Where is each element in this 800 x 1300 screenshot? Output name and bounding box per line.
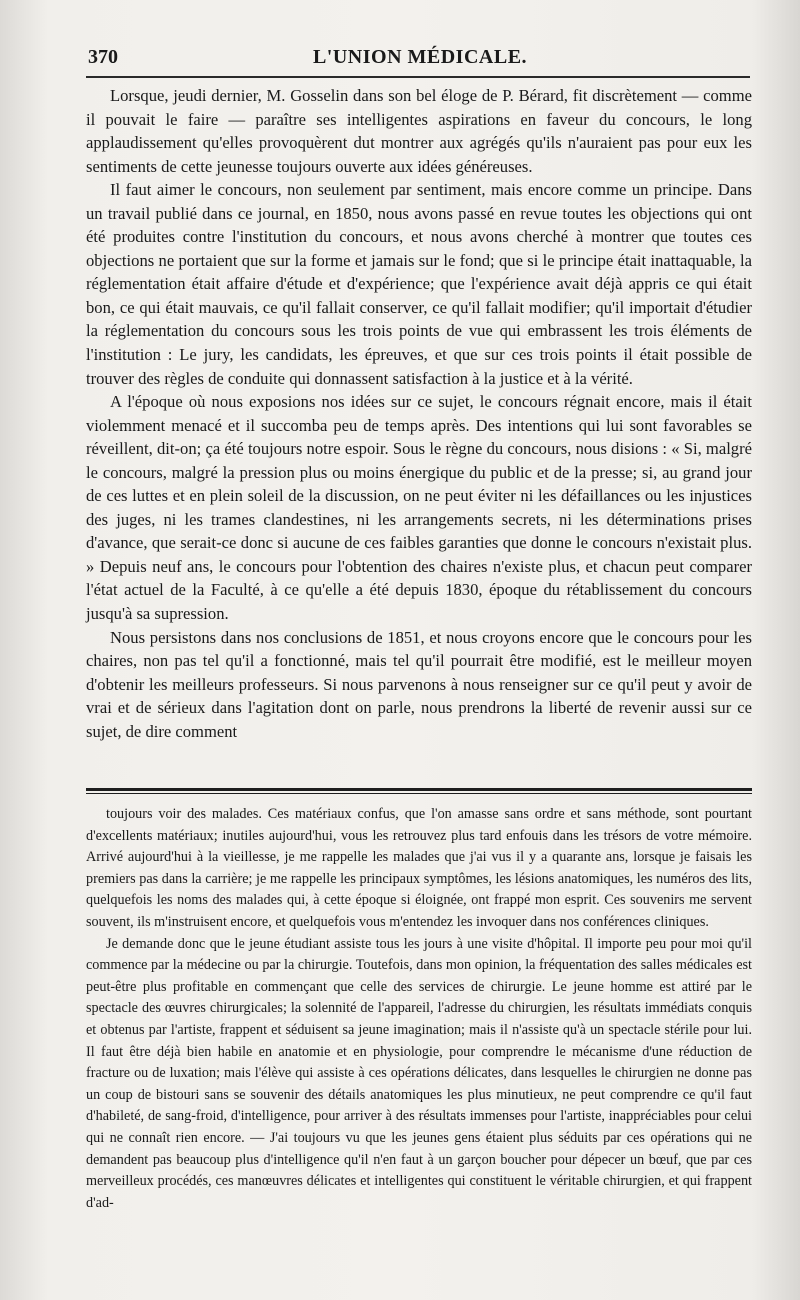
body-paragraph: Lorsque, jeudi dernier, M. Gosselin dans son bel éloge de P. Bérard, fit discrètement — comme il pouvait le faire — paraître ses intelligentes aspirations en faveur du concours, le long applaudissement qu'elles provoquèrent dut montrer aux agrégés qu'ils n'auraient pas pour eux les sentiments de cette jeunesse toujours ouverte aux idées généreuses. xyxy=(86,86,752,176)
footnote-paragraph: Je demande donc que le jeune étudiant assiste tous les jours à une visite d'hôpital. Il importe peu pour moi qu'il commence par la médecine ou par la chirurgie. Toutefois, dans mon opinion, la fréquentation des salles médicales est peut-être plus profitable en commençant que celle des services de chirurgie. Le jeune homme est attiré par le spectacle des œuvres chirurgicales; la solennité de l'appareil, l'adresse du chirurgien, les résultats immédiats conquis et obtenus par l'artiste, frappent et séduisent sa jeune imagination; mais il n'assiste qu'à un spectacle stérile pour lui. Il faut être déjà bien habile en anatomie et en physiologie, pour comprendre le mécanisme d'une réduction de fracture ou de luxation; mais l'élève qui assiste à ces opérations délicates, dans lesquelles le chirurgien ne donne pas un coup de bistouri sans se souvenir des détails anatomiques les plus minutieux, ne peut comprendre ce qu'il faut d'habileté, de sang-froid, d'intelligence, pour arriver à des résultats immenses pour l'artiste, inappréciables pour celui qui ne connaît rien encore. — J'ai toujours vu que les jeunes gens étaient plus séduits par ces opérations qui ne demandent pas beaucoup plus d'intelligence qu'il n'en faut à un garçon boucher pour dépecer un bœuf, que par ces merveilleux procédés, ces manœuvres délicates et intelligentes qui constituent le véritable chirurgien, et qui frappent d'ad- xyxy=(86,935,752,1211)
body-paragraph: Il faut aimer le concours, non seulement par sentiment, mais encore comme un principe. Dans un travail publié dans ce journal, en 1850, nous avons passé en revue toutes les objections qui ont été produites contre l'institution du concours, et nous avons cherché à montrer que toutes ces objections ne portaient que sur la forme et jamais sur le fond; que si le principe était inattaquable, la réglementation était affaire d'étude et d'expérience; que l'expérience avait déjà appris ce qui était bon, ce qui était mauvais, ce qu'il fallait conserver, ce qu'il fallait modifier; qu'il importait d'étudier la réglementation du concours sous les trois points de vue qui embrassent les trois éléments de l'institution : Le jury, les candidats, les épreuves, et que sur ces trois points il était possible de trouver des règles de conduite qui donnassent satisfaction à la justice et à la vérité. xyxy=(86,180,752,388)
body-paragraph: Nous persistons dans nos conclusions de 1851, et nous croyons encore que le concours pour les chaires, non pas tel qu'il a fonctionné, mais tel qu'il pourrait être modifié, est le meilleur moyen d'obtenir les meilleurs professeurs. Si nous parvenons à nous renseigner sur ce qu'il peut y avoir de vrai et de sérieux dans l'agitation dont on parle, nous prendrons la liberté de revenir aussi sur ce sujet, de dire comment xyxy=(86,627,752,741)
page-number: 370 xyxy=(88,46,118,68)
header-rule xyxy=(86,76,750,78)
page-header xyxy=(88,38,752,72)
article-body xyxy=(86,84,752,743)
running-title: L'UNION MÉDICALE. xyxy=(312,46,528,68)
footnote-paragraph: toujours voir des malades. Ces matériaux confus, que l'on amasse sans ordre et sans méthode, sont pourtant d'excellents matériaux; inutiles aujourd'hui, vous les retrouvez plus tard enfouis dans les trésors de votre mémoire. Arrivé aujourd'hui à la vieillesse, je me rappelle les malades que j'ai vus il y a quarante ans, lorsque je faisais les premiers pas dans la carrière; je me rappelle les principaux symptômes, les lésions anatomiques, les numéros des lits, quelquefois les noms des malades qui, à cette époque si éloignée, ont frappé mon esprit. Ces souvenirs me servent souvent, ils m'instruisent encore, et quelquefois vous m'entendez les invoquer dans nos conférences cliniques. xyxy=(86,806,752,930)
body-paragraph: A l'époque où nous exposions nos idées sur ce sujet, le concours régnait encore, mais il était violemment menacé et il succomba peu de temps après. Des intentions qui lui sont favorables se réveillent, dit-on; ça été toujours notre espoir. Sous le règne du concours, nous disions : « Si, malgré le concours, malgré la pression plus ou moins énergique du public et de la presse; si, au grand jour de ces luttes et en plein soleil de la discussion, on ne peut éviter ni les défaillances ou les injustices des juges, ni les trames clandestines, ni les arrangements secrets, ni les déterminations prises d'avance, que serait-ce donc si aucune de ces faibles garanties que donne le concours n'existait plus. » Depuis neuf ans, le concours pour l'obtention des chaires n'existe plus, et chacun peut comparer l'état actuel de la Faculté, à ce qu'elle a été depuis 1830, époque du rétablissement du concours jusqu'à sa supression. xyxy=(86,392,752,624)
footnote-separator xyxy=(86,788,752,794)
feuilleton-text xyxy=(86,804,752,1214)
